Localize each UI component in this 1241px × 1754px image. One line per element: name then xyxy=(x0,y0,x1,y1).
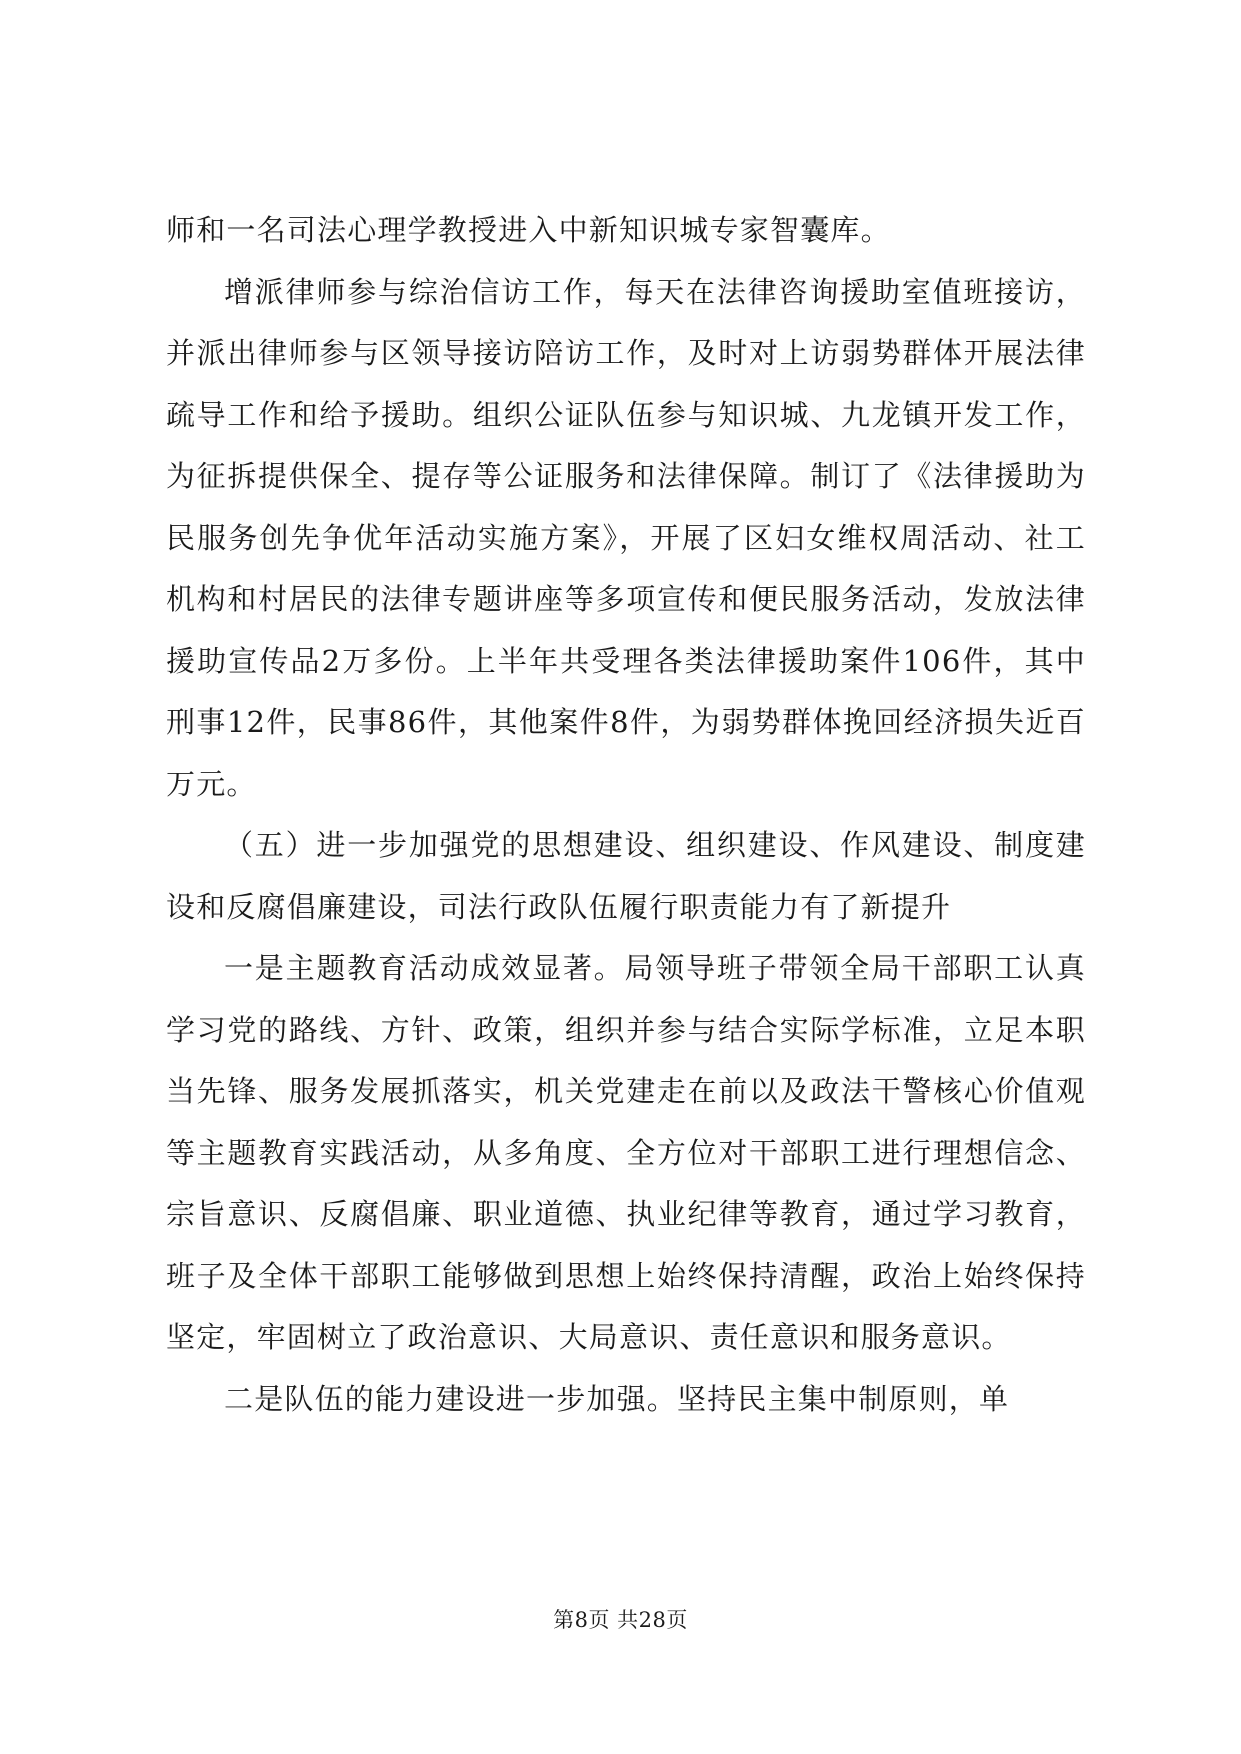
section-heading-five: （五）进一步加强党的思想建设、组织建设、作风建设、制度建设和反腐倡廉建设，司法行政队伍履行职责能力有了新提升 xyxy=(166,828,1086,924)
paragraph-continuation: 师和一名司法心理学教授进入中新知识城专家智囊库。 xyxy=(166,213,891,247)
page-footer: 第8页 共28页 xyxy=(553,1608,688,1632)
paragraph-capacity-building: 二是队伍的能力建设进一步加强。坚持民主集中制原则，单 xyxy=(224,1381,1010,1416)
document-body xyxy=(166,200,1086,1430)
paragraph-theme-education: 一是主题教育活动成效显著。局领导班子带领全局干部职工认真学习党的路线、方针、政策，组织并参与结合实际学标准，立足本职当先锋、服务发展抓落实，机关党建走在前以及政法干警核心价值观等主题教育实践活动，从多角度、全方位对干部职工进行理想信念、宗旨意识、反腐倡廉、职业道德、执业纪律等教育，通过学习教育，班子及全体干部职工能够做到思想上始终保持清醒，政治上始终保持坚定，牢固树立了政治意识、大局意识、责任意识和服务意识。 xyxy=(166,951,1086,1354)
paragraph-legal-aid: 增派律师参与综治信访工作，每天在法律咨询援助室值班接访，并派出律师参与区领导接访陪访工作，及时对上访弱势群体开展法律疏导工作和给予援助。组织公证队伍参与知识城、九龙镇开发工作，为征拆提供保全、提存等公证服务和法律保障。制订了《法律援助为民服务创先争优年活动实施方案》，开展了区妇女维权周活动、社工机构和村居民的法律专题讲座等多项宣传和便民服务活动，发放法律援助宣传品2万多份。上半年共受理各类法律援助案件106件，其中刑事12件，民事86件，其他案件8件，为弱势群体挽回经济损失近百万元。 xyxy=(166,274,1086,801)
